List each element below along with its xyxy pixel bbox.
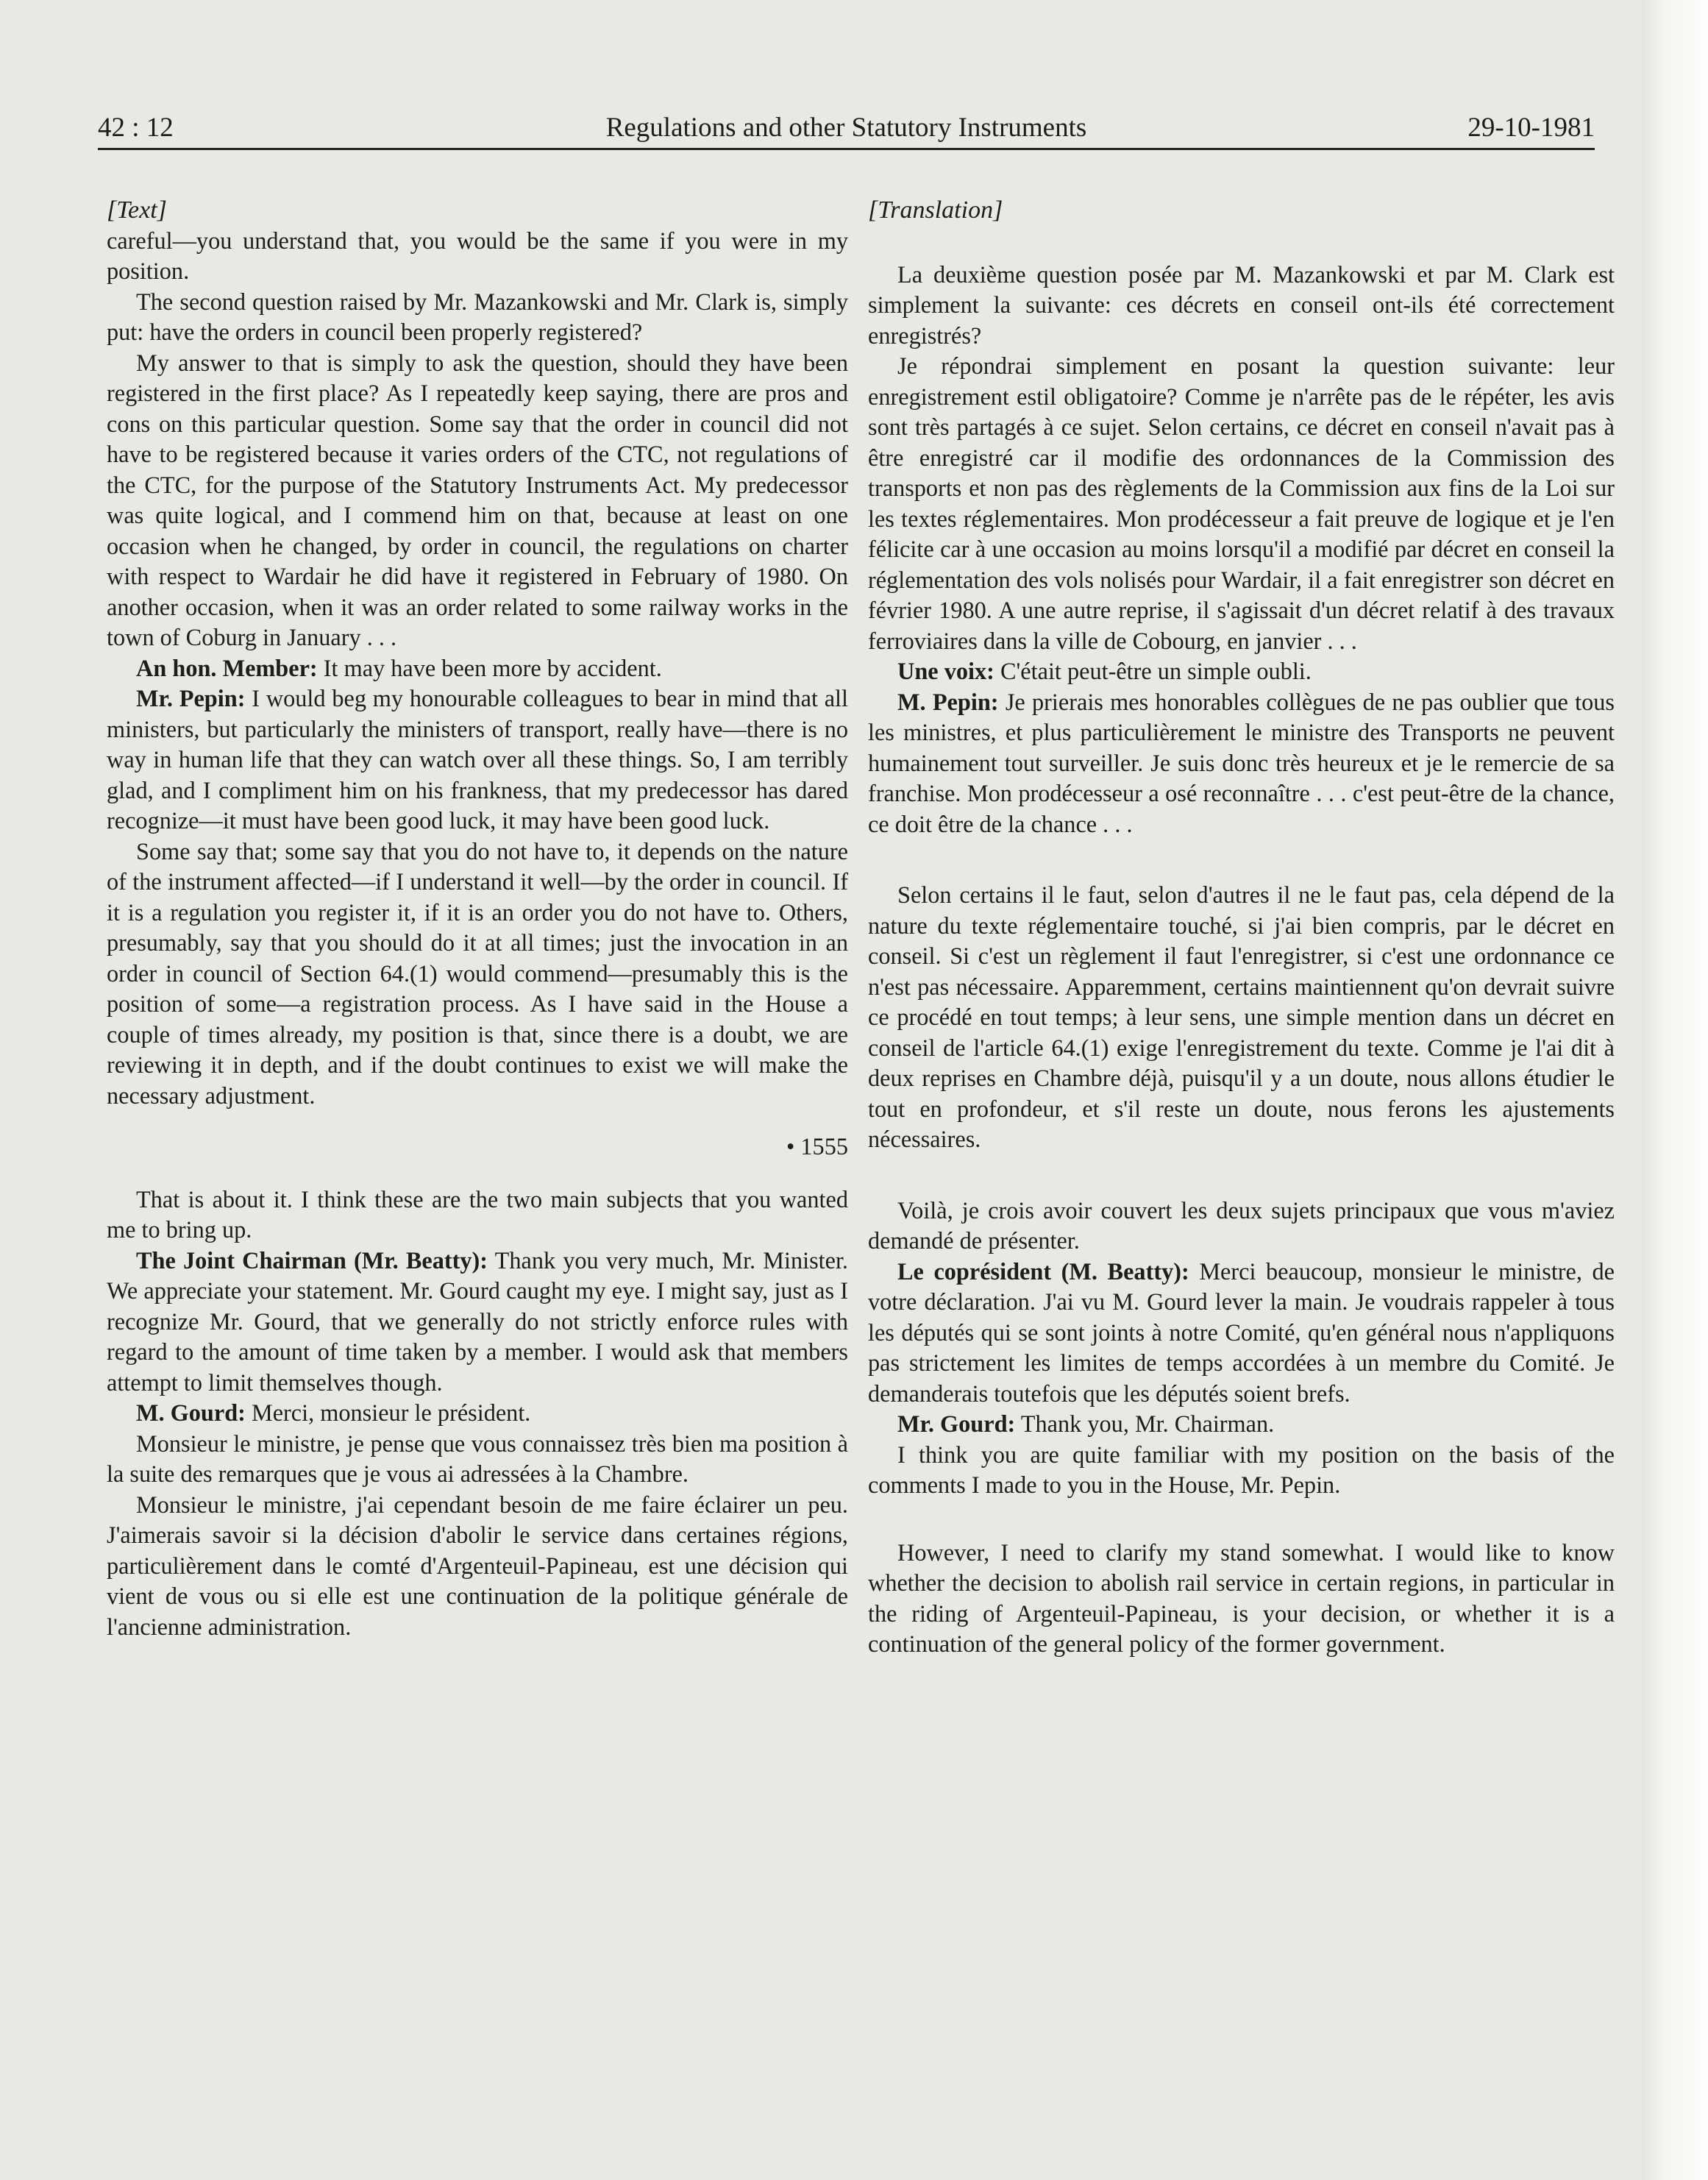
- header-date: 29-10-1981: [1467, 113, 1595, 143]
- paragraph: [868, 1409, 1615, 1440]
- running-header: [98, 107, 1595, 150]
- left-column-english: [107, 195, 848, 1642]
- spacer: [868, 839, 1615, 880]
- paragraph: [868, 1257, 1615, 1410]
- speaker-name: M. Pepin:: [897, 688, 999, 715]
- speaker-name: Le coprésident (M. Beatty):: [897, 1257, 1189, 1285]
- speech-text: Thank you very much, Mr. Minister. We appreciate your statement. Mr. Gourd caught my eye. I might say, just as I recognize Mr. Gourd, that we generally do not strictly enforce rules with regard to the amount of time taken by a member. I would ask that members attempt to limit themselves though.: [107, 1246, 848, 1396]
- page-edge-shadow: [1642, 0, 1708, 2180]
- header-title: Regulations and other Statutory Instruments: [605, 113, 1087, 143]
- speech-text: I would beg my honourable colleagues to bear in mind that all ministers, but particularly the ministers of transport, really have—there is no way in human life that they can watch over all these things. So, I am terribly glad, and I compliment him on his frankness, that my predecessor has dared recognize—it must have been good luck, it may have been good luck.: [107, 685, 849, 834]
- page-number: 42 : 12: [98, 113, 174, 143]
- paragraph: Monsieur le ministre, je pense que vous connaissez très bien ma position à la suite des remarques que je vous ai adressées à la Chambre.: [107, 1430, 848, 1487]
- paragraph: La deuxième question posée par M. Mazankowski et par M. Clark est simplement la suivante: ces décrets en conseil ont-ils été correctement enregistrés?: [868, 260, 1615, 349]
- speech-text: Thank you, Mr. Chairman.: [1015, 1410, 1275, 1437]
- paragraph: That is about it. I think these are the two main subjects that you wanted me to bring up.: [107, 1185, 848, 1243]
- paragraph: careful—you understand that, you would be the same if you were in my position.: [107, 227, 848, 284]
- paragraph: [107, 1246, 848, 1399]
- paragraph: [107, 1398, 848, 1429]
- text-tag: [Text]: [107, 196, 167, 224]
- speaker-name: The Joint Chairman (Mr. Beatty):: [136, 1246, 488, 1274]
- paragraph: Monsieur le ministre, j'ai cependant besoin de me faire éclairer un peu. J'aimerais savoir si la décision d'abolir le service dans certaines régions, particulièrement dans le comté d'Argenteuil-Papineau, est une décision qui vient de vous ou si elle est une continuation de la politique générale de l'ancienne administration.: [107, 1491, 848, 1640]
- spacer: [868, 226, 1615, 260]
- speaker-name: Mr. Pepin:: [136, 685, 246, 711]
- paragraph: The second question raised by Mr. Mazankowski and Mr. Clark is, simply put: have the orders in council been properly registered?: [107, 288, 848, 345]
- speech-text: Merci, monsieur le président.: [245, 1399, 531, 1426]
- speaker-name: M. Gourd:: [136, 1399, 246, 1426]
- paragraph: I think you are quite familiar with my position on the basis of the comments I made to you in the House, Mr. Pepin.: [868, 1441, 1615, 1498]
- speaker-name: Mr. Gourd:: [897, 1410, 1016, 1437]
- paragraph: [868, 656, 1615, 687]
- paragraph: Selon certains il le faut, selon d'autres il ne le faut pas, cela dépend de la nature du texte réglementaire touché, si j'ai bien compris, par le décret en conseil. Si c'est un règlement il faut l'enregistrer, si c'est une ordonnance ce n'est pas nécessaire. Apparemment, certains maintiennent qu'on devrait suivre ce procédé en tout temps; à leur sens, une simple mention dans un décret en conseil de l'article 64.(1) exige l'enregistrement du texte. Comme je l'ai dit à deux reprises en Chambre déjà, puisqu'il y a un doute, nous allons étudier le tout en profondeur, et s'il reste un doute, nous ferons les ajustements nécessaires.: [868, 881, 1615, 1152]
- spacer: [868, 1155, 1615, 1196]
- paragraph: [107, 684, 848, 837]
- speech-text: C'était peut-être un simple oubli.: [994, 658, 1312, 684]
- paragraph: Je répondrai simplement en posant la question suivante: leur enregistrement estil obligatoire? Comme je n'arrête pas de le répéter, les avis sont très partagés à ce sujet. Selon certains, ce décret en conseil n'avait pas à être enregistré car il modifie des ordonnances de la Commission des transports et non pas des règlements de la Commission aux fins de la Loi sur les textes réglementaires. Mon prodécesseur a fait preuve de logique et je l'en félicite car à une occasion au moins lorsqu'il a modifié par décret en conseil la réglementation des vols nolisés pour Wardair, il a fait enregistrer son décret en février 1980. A une autre reprise, il s'agissait d'un décret relatif à des travaux ferroviaires dans la ville de Cobourg, en janvier . . .: [868, 352, 1615, 654]
- speech-text: Je prierais mes honorables collègues de ne pas oublier que tous les ministres, et plus particulièrement le ministre des Transports ne peuvent humainement tout surveiller. Je suis donc très heureux et je le remercie de sa franchise. Mon prodécesseur a osé reconnaître . . . c'est peut-être de la chance, ce doit être de la chance . . .: [868, 688, 1615, 837]
- speaker-name: An hon. Member:: [136, 654, 318, 681]
- time-marker: • 1555: [786, 1133, 848, 1160]
- paragraph: [107, 653, 848, 684]
- speaker-name: Une voix:: [897, 658, 994, 684]
- paragraph: [868, 687, 1615, 840]
- paragraph: Some say that; some say that you do not have to, it depends on the nature of the instrument affected—if I understand it well—by the order in council. If it is a regulation you register it, if it is an order you do not have to. Others, presumably, say that you should do it at all times; just the invocation in an order in council of Section 64.(1) would commend—presumably this is the position of some—a registration process. As I have said in the House a couple of times already, my position is that, since there is a doubt, we are reviewing it in depth, and if the doubt continues to exist we will make the necessary adjustment.: [107, 837, 848, 1109]
- right-column-french: [868, 195, 1615, 1660]
- spacer: [868, 1501, 1615, 1538]
- translation-tag: [Translation]: [868, 196, 1003, 224]
- speech-text: It may have been more by accident.: [317, 654, 662, 681]
- speech-text: Merci beaucoup, monsieur le ministre, de votre déclaration. J'ai vu M. Gourd lever la main. Je voudrais rappeler à tous les députés qui se sont joints à notre Comité, qu'en général nous n'appliquons pas strictement les limites de temps accordées à un membre du Comité. Je demanderais toutefois que les députés soient brefs.: [868, 1257, 1615, 1407]
- paragraph: Voilà, je crois avoir couvert les deux sujets principaux que vous m'aviez demandé de présenter.: [868, 1196, 1615, 1254]
- paragraph: My answer to that is simply to ask the question, should they have been registered in the first place? As I repeatedly keep saying, there are pros and cons on this particular question. Some say that the order in council did not have to be registered because it varies orders of the CTC, not regulations of the CTC, for the purpose of the Statutory Instruments Act. My predecessor was quite logical, and I commend him on that, because at least on one occasion when he changed, by order in council, the regulations on charter with respect to Wardair he did have it registered in February of 1980. On another occasion, when it was an order related to some railway works in the town of Coburg in January . . .: [107, 349, 848, 650]
- paragraph: However, I need to clarify my stand somewhat. I would like to know whether the decision to abolish rail service in certain regions, in particular in the riding of Argenteuil-Papineau, is your decision, or whether it is a continuation of the general policy of the former government.: [868, 1538, 1615, 1657]
